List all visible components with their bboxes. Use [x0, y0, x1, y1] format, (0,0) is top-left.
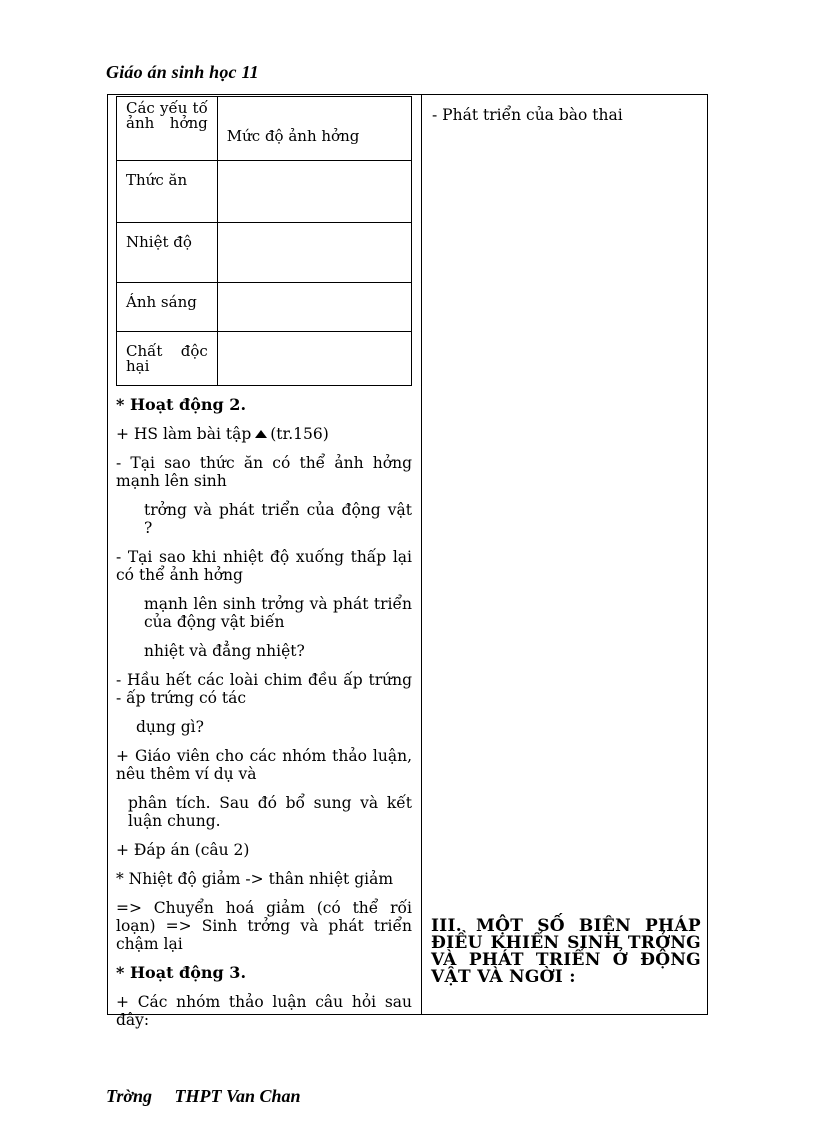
- table-row: [117, 283, 412, 332]
- question-1a: - Tại sao thức ăn có thể ảnh hởng mạnh lên sinh: [116, 454, 412, 490]
- exercise-suffix: (tr.156): [270, 425, 329, 443]
- left-column-text: [116, 396, 412, 1040]
- page-header-title: Giáo án sinh học 11: [106, 62, 259, 82]
- table-header-row: [117, 97, 412, 161]
- section-heading: III. MỘT SỐ BIỆN PHÁP ĐIỀU KHIỂN SINH TRỞNG VÀ PHÁT TRIỂN Ở ĐỘNG VẬT VÀ NGỜI :: [431, 916, 701, 987]
- answer-line-2: => Chuyển hoá giảm (có thể rối loạn) => Sinh trởng và phát triển chậm lại: [116, 899, 412, 953]
- table-row: [117, 223, 412, 283]
- right-column-top-text: - Phát triển của bào thai: [432, 106, 623, 124]
- activity2-title: * Hoạt động 2.: [116, 395, 247, 414]
- factors-table: [116, 96, 412, 386]
- table-row: [117, 161, 412, 223]
- exercise-prefix: + HS làm bài tập: [116, 425, 252, 443]
- table-row: [117, 332, 412, 386]
- header-factors-cell: Các yếu tố ảnh hởng: [117, 97, 218, 161]
- factor-cell: Ánh sáng: [117, 283, 218, 332]
- teacher-instruction-b: phân tích. Sau đó bổ sung và kết luận chung.: [128, 794, 412, 830]
- question-1b: trởng và phát triển của động vật ?: [144, 501, 412, 537]
- question-2b: mạnh lên sinh trởng và phát triển của động vật biến: [144, 595, 412, 631]
- teacher-instruction-a: + Giáo viên cho các nhóm thảo luận, nêu thêm ví dụ và: [116, 747, 412, 783]
- question-3a: - Hầu hết các loài chim đều ấp trứng - ấp trứng có tác: [116, 671, 412, 707]
- activity3-title: * Hoạt động 3.: [116, 963, 247, 982]
- question-2a: - Tại sao khi nhiệt độ xuống thấp lại có thể ảnh hởng: [116, 548, 412, 584]
- activity3-text: + Các nhóm thảo luận câu hỏi sau đây:: [116, 993, 412, 1029]
- impact-cell: [217, 161, 411, 223]
- column-divider: [421, 94, 422, 1015]
- footer-school-prefix: Trờng: [106, 1086, 153, 1106]
- impact-cell: [217, 223, 411, 283]
- factor-cell: Nhiệt độ: [117, 223, 218, 283]
- page-footer: [106, 1086, 301, 1107]
- header-impact-cell: Mức độ ảnh hởng: [217, 97, 411, 161]
- triangle-icon: [255, 430, 267, 438]
- impact-cell: [217, 283, 411, 332]
- impact-cell: [217, 332, 411, 386]
- question-2c: nhiệt và đẳng nhiệt?: [144, 642, 305, 660]
- answer-label: + Đáp án (câu 2): [116, 841, 250, 859]
- factor-cell: Chất độc hại: [117, 332, 218, 386]
- question-3b: dụng gì?: [136, 718, 204, 736]
- answer-line-1: * Nhiệt độ giảm -> thân nhiệt giảm: [116, 870, 394, 888]
- factor-cell: Thức ăn: [117, 161, 218, 223]
- exercise-line: [116, 425, 412, 443]
- footer-school-name: THPT Van Chan: [174, 1086, 301, 1106]
